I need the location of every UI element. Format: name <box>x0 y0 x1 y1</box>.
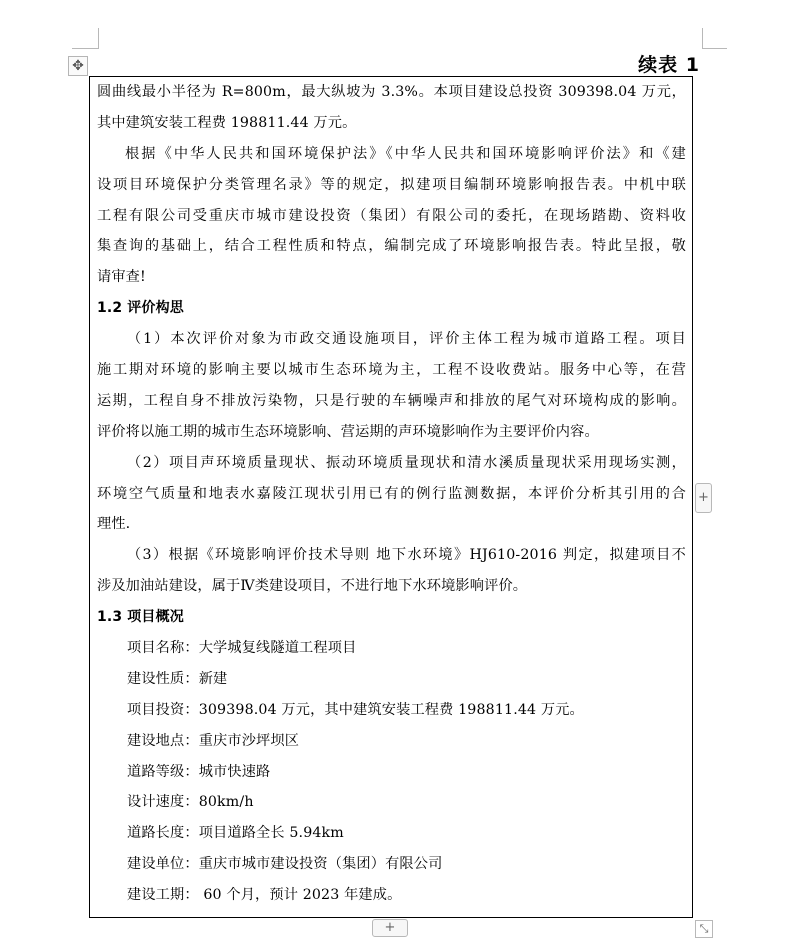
text-line: 施工期对环境的影响主要以城市生态环境为主，工程不设收费站。服务中心等，在营 <box>97 362 686 379</box>
crop-mark-top-left <box>72 28 99 49</box>
text-line: （3）根据《环境影响评价技术导则 地下水环境》HJ610-2016 判定，拟建项目不 <box>127 547 686 564</box>
text-line: 其中建筑安装工程费 198811.44 万元。 <box>97 114 357 131</box>
document-table-cell[interactable] <box>89 76 693 918</box>
overview-field: 建设工期： 60 个月，预计 2023 年建成。 <box>127 887 402 904</box>
text-line: 设项目环境保护分类管理名录》等的规定，拟建项目编制环境影响报告表。中机中联 <box>97 176 686 193</box>
text-line: 理性. <box>97 516 131 533</box>
add-row-button[interactable]: + <box>372 919 408 937</box>
overview-field: 道路等级：城市快速路 <box>127 763 271 780</box>
overview-field: 项目名称：大学城复线隧道工程项目 <box>127 640 357 657</box>
overview-field: 项目投资：309398.04 万元，其中建筑安装工程费 198811.44 万元。 <box>127 701 584 718</box>
text-line: 运期，工程自身不排放污染物，只是行驶的车辆噪声和排放的尾气对环境构成的影响。 <box>97 392 686 409</box>
text-line: 工程有限公司受重庆市城市建设投资（集团）有限公司的委托，在现场踏勘、资料收 <box>97 207 686 224</box>
table-resize-icon[interactable]: ⤡ <box>695 920 713 938</box>
overview-field: 建设单位：重庆市城市建设投资（集团）有限公司 <box>127 856 443 873</box>
crop-mark-top-right <box>702 28 727 49</box>
text-line: 根据《中华人民共和国环境保护法》《中华人民共和国环境影响评价法》和《建 <box>125 145 686 162</box>
text-line: 圆曲线最小半径为 R=800m，最大纵坡为 3.3%。本项目建设总投资 309398.04 万元， <box>97 84 686 100</box>
section-heading: 1.2 评价构思 <box>97 300 184 317</box>
add-column-button[interactable]: + <box>695 483 712 513</box>
overview-field: 设计速度：80km/h <box>127 794 254 811</box>
overview-field: 建设性质：新建 <box>127 670 228 687</box>
overview-field: 建设地点：重庆市沙坪坝区 <box>127 732 300 749</box>
text-line: 请审查! <box>97 269 146 286</box>
table-title: 续表 1 <box>638 54 700 76</box>
text-line: （2）项目声环境质量现状、振动环境质量现状和清水溪质量现状采用现场实测， <box>127 454 686 471</box>
overview-field: 道路长度：项目道路全长 5.94km <box>127 825 344 842</box>
section-heading: 1.3 项目概况 <box>97 609 184 626</box>
table-move-handle-icon[interactable]: ✥ <box>68 56 88 76</box>
text-line: 环境空气质量和地表水嘉陵江现状引用已有的例行监测数据，本评价分析其引用的合 <box>97 485 686 502</box>
text-line: 集查询的基础上，结合工程性质和特点，编制完成了环境影响报告表。特此呈报，敬 <box>97 238 686 255</box>
text-line: 涉及加油站建设，属于Ⅳ类建设项目，不进行地下水环境影响评价。 <box>97 578 528 595</box>
text-line: 评价将以施工期的城市生态环境影响、营运期的声环境影响作为主要评价内容。 <box>97 423 599 440</box>
text-line: （1）本次评价对象为市政交通设施项目，评价主体工程为城市道路工程。项目 <box>127 331 686 348</box>
